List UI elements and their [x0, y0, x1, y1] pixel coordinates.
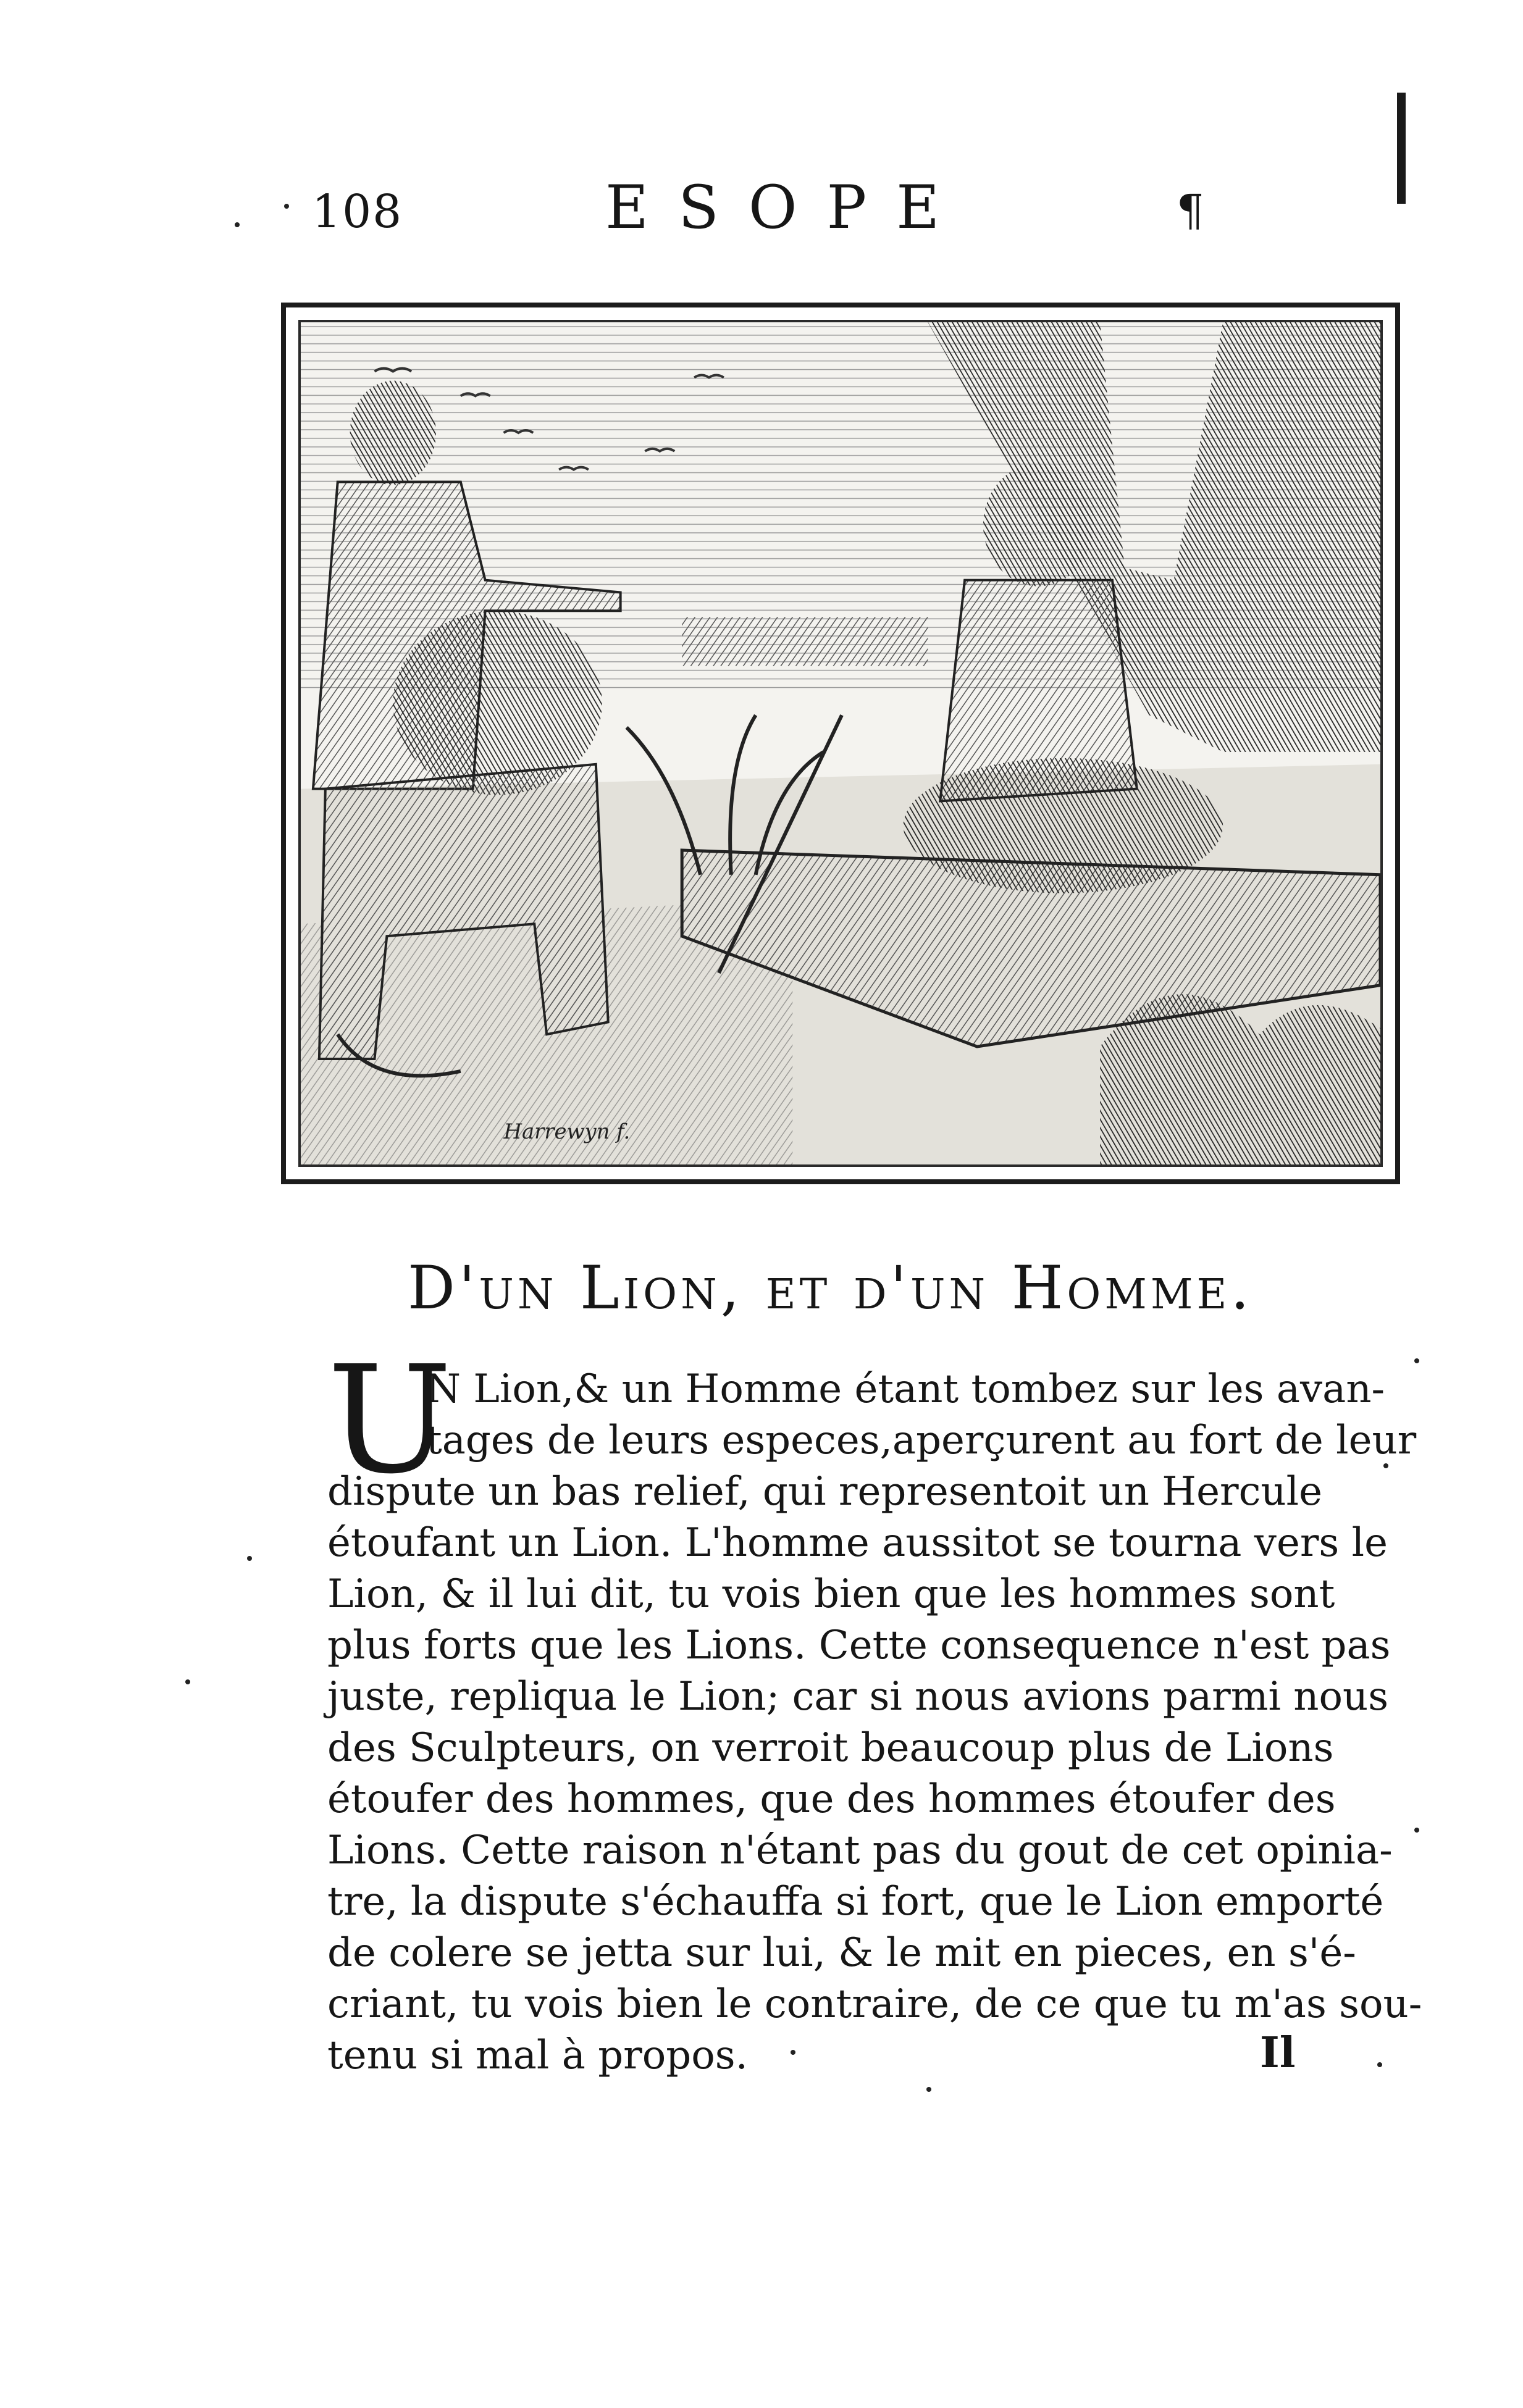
- scan-speck: [1377, 2062, 1382, 2067]
- scan-speck: [235, 222, 240, 227]
- text-line: dispute un bas relief, qui representoit un Hercule: [327, 1469, 1322, 1515]
- scan-speck: [1414, 1358, 1419, 1363]
- hercules-head: [983, 464, 1094, 587]
- text-line: tre, la dispute s'échauffa si fort, que le Lion emporté: [327, 1879, 1384, 1925]
- pilcrow-mark: ¶: [1177, 185, 1204, 236]
- scan-speck: [247, 1556, 252, 1561]
- text-line: N Lion,& un Homme étant tombez sur les avan-: [426, 1366, 1385, 1412]
- scan-speck: [926, 2087, 931, 2092]
- engraver-signature: Harrewyn f.: [503, 1119, 631, 1144]
- page-number: 108: [312, 185, 403, 238]
- text-line: Lions. Cette raison n'étant pas du gout de cet opinia-: [327, 1828, 1393, 1873]
- engraving-drawing: [301, 322, 1380, 1164]
- foreground-bush: [1100, 994, 1380, 1164]
- running-title: ESOPE: [605, 173, 970, 242]
- text-line: des Sculpteurs, on verroit beaucoup plus de Lions: [327, 1725, 1334, 1771]
- scan-speck: [284, 204, 289, 209]
- text-line: étoufant un Lion. L'homme aussitot se tourna vers le: [327, 1520, 1388, 1566]
- man-head: [350, 380, 436, 485]
- drop-cap: U: [327, 1334, 453, 1507]
- engraving-image: [298, 320, 1383, 1167]
- text-line: Lion, & il lui dit, tu vois bien que les hommes sont: [327, 1571, 1335, 1617]
- scan-speck: [185, 1679, 190, 1684]
- text-line: étoufer des hommes, que des hommes étoufer des: [327, 1776, 1336, 1822]
- scan-speck: [791, 2050, 795, 2055]
- catchword: Il: [1260, 2028, 1296, 2078]
- fable-title: D'un Lion, et d'un Homme.: [408, 1253, 1253, 1323]
- text-line: plus forts que les Lions. Cette consequence n'est pas: [327, 1623, 1391, 1668]
- page-edge-shadow: [1397, 93, 1406, 204]
- text-line: tages de leurs especes,aperçurent au fort de leur: [426, 1418, 1417, 1463]
- text-line: juste, repliqua le Lion; car si nous avions parmi nous: [327, 1674, 1389, 1720]
- text-line: tenu si mal à propos.: [327, 2033, 748, 2078]
- text-line: criant, tu vois bien le contraire, de ce que tu m'as sou-: [327, 1981, 1422, 2027]
- distant-town: [682, 617, 928, 666]
- scan-speck: [1414, 1828, 1419, 1833]
- text-line: de colere se jetta sur lui, & le mit en pieces, en s'é-: [327, 1930, 1356, 1976]
- strangled-lion: [904, 758, 1223, 893]
- engraving-frame: [281, 303, 1400, 1184]
- scan-speck: [1383, 1463, 1388, 1468]
